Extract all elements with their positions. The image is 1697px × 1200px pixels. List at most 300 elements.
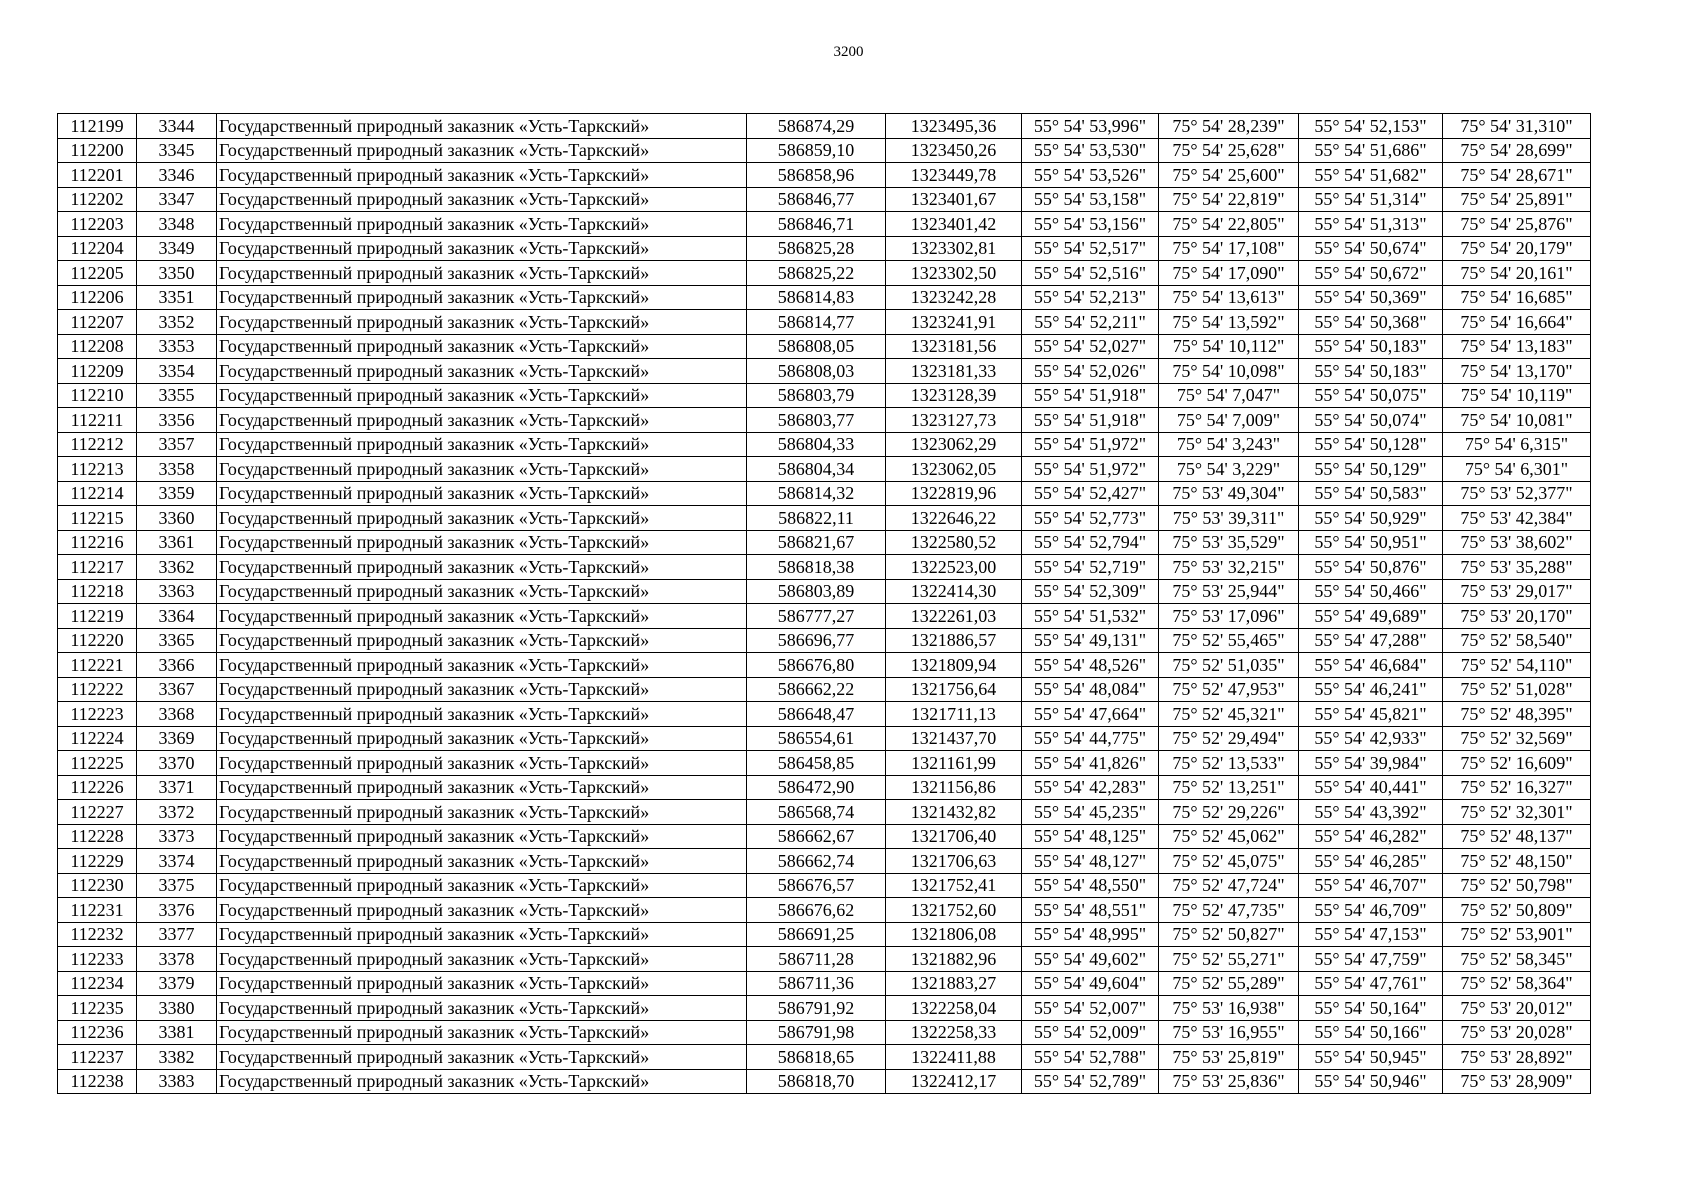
- table-row: [58, 359, 1591, 384]
- table-row: [58, 432, 1591, 457]
- object-name-cell: Государственный природный заказник «Усть-Таркский»: [217, 579, 747, 604]
- longitude-alt-cell: 75° 52' 48,137": [1443, 824, 1591, 849]
- latitude-cell: 55° 54' 53,158": [1022, 187, 1159, 212]
- y-coordinate-cell: 1322258,04: [886, 996, 1022, 1021]
- longitude-alt-cell: 75° 52' 51,028": [1443, 677, 1591, 702]
- object-name-cell: Государственный природный заказник «Усть-Таркский»: [217, 138, 747, 163]
- y-coordinate-cell: 1323242,28: [886, 285, 1022, 310]
- x-coordinate-cell: 586676,62: [747, 898, 886, 923]
- row-id-cell: 112205: [58, 261, 137, 286]
- latitude-alt-cell: 55° 54' 50,674": [1299, 236, 1443, 261]
- row-id-cell: 112215: [58, 506, 137, 531]
- y-coordinate-cell: 1322261,03: [886, 604, 1022, 629]
- y-coordinate-cell: 1321437,70: [886, 726, 1022, 751]
- longitude-cell: 75° 52' 45,321": [1159, 702, 1299, 727]
- latitude-cell: 55° 54' 53,530": [1022, 138, 1159, 163]
- object-name-cell: Государственный природный заказник «Усть-Таркский»: [217, 261, 747, 286]
- object-name-cell: Государственный природный заказник «Усть-Таркский»: [217, 726, 747, 751]
- longitude-cell: 75° 52' 47,735": [1159, 898, 1299, 923]
- object-name-cell: Государственный природный заказник «Усть-Таркский»: [217, 604, 747, 629]
- table-row: [58, 1045, 1591, 1070]
- point-number-cell: 3377: [137, 922, 217, 947]
- x-coordinate-cell: 586822,11: [747, 506, 886, 531]
- object-name-cell: Государственный природный заказник «Усть-Таркский»: [217, 1020, 747, 1045]
- longitude-alt-cell: 75° 52' 32,569": [1443, 726, 1591, 751]
- object-name-cell: Государственный природный заказник «Усть-Таркский»: [217, 751, 747, 776]
- row-id-cell: 112213: [58, 457, 137, 482]
- longitude-cell: 75° 52' 13,251": [1159, 775, 1299, 800]
- point-number-cell: 3361: [137, 530, 217, 555]
- latitude-alt-cell: 55° 54' 46,282": [1299, 824, 1443, 849]
- latitude-cell: 55° 54' 52,788": [1022, 1045, 1159, 1070]
- table-row: [58, 555, 1591, 580]
- table-row: [58, 800, 1591, 825]
- y-coordinate-cell: 1323401,42: [886, 212, 1022, 237]
- y-coordinate-cell: 1323450,26: [886, 138, 1022, 163]
- latitude-cell: 55° 54' 51,972": [1022, 432, 1159, 457]
- longitude-cell: 75° 54' 7,047": [1159, 383, 1299, 408]
- point-number-cell: 3346: [137, 163, 217, 188]
- longitude-alt-cell: 75° 52' 54,110": [1443, 653, 1591, 678]
- table-row: [58, 604, 1591, 629]
- row-id-cell: 112229: [58, 849, 137, 874]
- y-coordinate-cell: 1323449,78: [886, 163, 1022, 188]
- longitude-alt-cell: 75° 53' 20,012": [1443, 996, 1591, 1021]
- longitude-alt-cell: 75° 54' 25,876": [1443, 212, 1591, 237]
- y-coordinate-cell: 1321886,57: [886, 628, 1022, 653]
- longitude-cell: 75° 54' 25,628": [1159, 138, 1299, 163]
- point-number-cell: 3354: [137, 359, 217, 384]
- table-row: [58, 457, 1591, 482]
- x-coordinate-cell: 586458,85: [747, 751, 886, 776]
- y-coordinate-cell: 1321752,41: [886, 873, 1022, 898]
- object-name-cell: Государственный природный заказник «Усть-Таркский»: [217, 163, 747, 188]
- latitude-cell: 55° 54' 53,996": [1022, 114, 1159, 139]
- x-coordinate-cell: 586554,61: [747, 726, 886, 751]
- longitude-alt-cell: 75° 52' 32,301": [1443, 800, 1591, 825]
- latitude-cell: 55° 54' 51,918": [1022, 408, 1159, 433]
- latitude-cell: 55° 54' 48,127": [1022, 849, 1159, 874]
- x-coordinate-cell: 586662,74: [747, 849, 886, 874]
- latitude-cell: 55° 54' 44,775": [1022, 726, 1159, 751]
- x-coordinate-cell: 586814,83: [747, 285, 886, 310]
- x-coordinate-cell: 586858,96: [747, 163, 886, 188]
- latitude-cell: 55° 54' 53,156": [1022, 212, 1159, 237]
- table-row: [58, 775, 1591, 800]
- latitude-cell: 55° 54' 53,526": [1022, 163, 1159, 188]
- longitude-cell: 75° 54' 3,243": [1159, 432, 1299, 457]
- row-id-cell: 112232: [58, 922, 137, 947]
- y-coordinate-cell: 1322411,88: [886, 1045, 1022, 1070]
- longitude-alt-cell: 75° 53' 29,017": [1443, 579, 1591, 604]
- row-id-cell: 112236: [58, 1020, 137, 1045]
- table-row: [58, 261, 1591, 286]
- latitude-alt-cell: 55° 54' 50,945": [1299, 1045, 1443, 1070]
- y-coordinate-cell: 1321752,60: [886, 898, 1022, 923]
- latitude-alt-cell: 55° 54' 50,183": [1299, 334, 1443, 359]
- x-coordinate-cell: 586818,38: [747, 555, 886, 580]
- y-coordinate-cell: 1323181,56: [886, 334, 1022, 359]
- object-name-cell: Государственный природный заказник «Усть-Таркский»: [217, 971, 747, 996]
- point-number-cell: 3351: [137, 285, 217, 310]
- object-name-cell: Государственный природный заказник «Усть-Таркский»: [217, 922, 747, 947]
- longitude-alt-cell: 75° 53' 28,909": [1443, 1069, 1591, 1094]
- object-name-cell: Государственный природный заказник «Усть-Таркский»: [217, 408, 747, 433]
- row-id-cell: 112208: [58, 334, 137, 359]
- longitude-cell: 75° 54' 13,613": [1159, 285, 1299, 310]
- latitude-alt-cell: 55° 54' 51,314": [1299, 187, 1443, 212]
- latitude-alt-cell: 55° 54' 47,759": [1299, 947, 1443, 972]
- table-row: [58, 506, 1591, 531]
- latitude-cell: 55° 54' 52,211": [1022, 310, 1159, 335]
- object-name-cell: Государственный природный заказник «Усть-Таркский»: [217, 310, 747, 335]
- x-coordinate-cell: 586791,98: [747, 1020, 886, 1045]
- object-name-cell: Государственный природный заказник «Усть-Таркский»: [217, 212, 747, 237]
- latitude-cell: 55° 54' 48,526": [1022, 653, 1159, 678]
- row-id-cell: 112214: [58, 481, 137, 506]
- longitude-alt-cell: 75° 53' 35,288": [1443, 555, 1591, 580]
- table-row: [58, 383, 1591, 408]
- x-coordinate-cell: 586821,67: [747, 530, 886, 555]
- object-name-cell: Государственный природный заказник «Усть-Таркский»: [217, 530, 747, 555]
- latitude-alt-cell: 55° 54' 51,682": [1299, 163, 1443, 188]
- longitude-cell: 75° 54' 22,805": [1159, 212, 1299, 237]
- object-name-cell: Государственный природный заказник «Усть-Таркский»: [217, 702, 747, 727]
- table-row: [58, 212, 1591, 237]
- object-name-cell: Государственный природный заказник «Усть-Таркский»: [217, 800, 747, 825]
- point-number-cell: 3367: [137, 677, 217, 702]
- table-row: [58, 873, 1591, 898]
- point-number-cell: 3374: [137, 849, 217, 874]
- table-row: [58, 1020, 1591, 1045]
- y-coordinate-cell: 1323302,81: [886, 236, 1022, 261]
- longitude-cell: 75° 54' 10,098": [1159, 359, 1299, 384]
- point-number-cell: 3371: [137, 775, 217, 800]
- latitude-cell: 55° 54' 52,026": [1022, 359, 1159, 384]
- row-id-cell: 112224: [58, 726, 137, 751]
- latitude-cell: 55° 54' 45,235": [1022, 800, 1159, 825]
- x-coordinate-cell: 586818,65: [747, 1045, 886, 1070]
- latitude-alt-cell: 55° 54' 50,075": [1299, 383, 1443, 408]
- longitude-alt-cell: 75° 54' 10,081": [1443, 408, 1591, 433]
- latitude-cell: 55° 54' 49,131": [1022, 628, 1159, 653]
- x-coordinate-cell: 586814,77: [747, 310, 886, 335]
- table-row: [58, 187, 1591, 212]
- table-body: [58, 114, 1591, 1094]
- table-row: [58, 726, 1591, 751]
- latitude-cell: 55° 54' 48,084": [1022, 677, 1159, 702]
- x-coordinate-cell: 586859,10: [747, 138, 886, 163]
- latitude-alt-cell: 55° 54' 49,689": [1299, 604, 1443, 629]
- object-name-cell: Государственный природный заказник «Усть-Таркский»: [217, 432, 747, 457]
- object-name-cell: Государственный природный заказник «Усть-Таркский»: [217, 677, 747, 702]
- longitude-alt-cell: 75° 53' 28,892": [1443, 1045, 1591, 1070]
- latitude-alt-cell: 55° 54' 46,709": [1299, 898, 1443, 923]
- latitude-cell: 55° 54' 52,516": [1022, 261, 1159, 286]
- latitude-cell: 55° 54' 42,283": [1022, 775, 1159, 800]
- latitude-alt-cell: 55° 54' 52,153": [1299, 114, 1443, 139]
- x-coordinate-cell: 586711,36: [747, 971, 886, 996]
- point-number-cell: 3357: [137, 432, 217, 457]
- latitude-alt-cell: 55° 54' 42,933": [1299, 726, 1443, 751]
- longitude-alt-cell: 75° 52' 16,609": [1443, 751, 1591, 776]
- latitude-cell: 55° 54' 52,427": [1022, 481, 1159, 506]
- table-row: [58, 677, 1591, 702]
- object-name-cell: Государственный природный заказник «Усть-Таркский»: [217, 775, 747, 800]
- table-row: [58, 898, 1591, 923]
- object-name-cell: Государственный природный заказник «Усть-Таркский»: [217, 285, 747, 310]
- latitude-alt-cell: 55° 54' 50,946": [1299, 1069, 1443, 1094]
- longitude-alt-cell: 75° 54' 13,183": [1443, 334, 1591, 359]
- longitude-alt-cell: 75° 52' 48,150": [1443, 849, 1591, 874]
- latitude-alt-cell: 55° 54' 46,241": [1299, 677, 1443, 702]
- row-id-cell: 112220: [58, 628, 137, 653]
- y-coordinate-cell: 1323062,05: [886, 457, 1022, 482]
- point-number-cell: 3382: [137, 1045, 217, 1070]
- latitude-cell: 55° 54' 52,794": [1022, 530, 1159, 555]
- longitude-cell: 75° 53' 25,836": [1159, 1069, 1299, 1094]
- longitude-alt-cell: 75° 54' 25,891": [1443, 187, 1591, 212]
- longitude-cell: 75° 54' 28,239": [1159, 114, 1299, 139]
- object-name-cell: Государственный природный заказник «Усть-Таркский»: [217, 898, 747, 923]
- longitude-cell: 75° 54' 17,090": [1159, 261, 1299, 286]
- longitude-alt-cell: 75° 53' 20,170": [1443, 604, 1591, 629]
- y-coordinate-cell: 1323495,36: [886, 114, 1022, 139]
- x-coordinate-cell: 586803,89: [747, 579, 886, 604]
- y-coordinate-cell: 1322258,33: [886, 1020, 1022, 1045]
- y-coordinate-cell: 1323181,33: [886, 359, 1022, 384]
- latitude-cell: 55° 54' 47,664": [1022, 702, 1159, 727]
- longitude-alt-cell: 75° 52' 50,798": [1443, 873, 1591, 898]
- longitude-cell: 75° 53' 16,938": [1159, 996, 1299, 1021]
- point-number-cell: 3381: [137, 1020, 217, 1045]
- latitude-cell: 55° 54' 51,918": [1022, 383, 1159, 408]
- y-coordinate-cell: 1323127,73: [886, 408, 1022, 433]
- x-coordinate-cell: 586777,27: [747, 604, 886, 629]
- object-name-cell: Государственный природный заказник «Усть-Таркский»: [217, 555, 747, 580]
- x-coordinate-cell: 586472,90: [747, 775, 886, 800]
- table-row: [58, 751, 1591, 776]
- point-number-cell: 3363: [137, 579, 217, 604]
- row-id-cell: 112238: [58, 1069, 137, 1094]
- x-coordinate-cell: 586662,67: [747, 824, 886, 849]
- row-id-cell: 112217: [58, 555, 137, 580]
- latitude-cell: 55° 54' 52,213": [1022, 285, 1159, 310]
- y-coordinate-cell: 1323062,29: [886, 432, 1022, 457]
- y-coordinate-cell: 1322414,30: [886, 579, 1022, 604]
- object-name-cell: Государственный природный заказник «Усть-Таркский»: [217, 383, 747, 408]
- longitude-alt-cell: 75° 54' 6,301": [1443, 457, 1591, 482]
- latitude-alt-cell: 55° 54' 50,929": [1299, 506, 1443, 531]
- latitude-cell: 55° 54' 48,550": [1022, 873, 1159, 898]
- longitude-cell: 75° 54' 17,108": [1159, 236, 1299, 261]
- latitude-alt-cell: 55° 54' 50,183": [1299, 359, 1443, 384]
- x-coordinate-cell: 586676,80: [747, 653, 886, 678]
- longitude-alt-cell: 75° 54' 28,699": [1443, 138, 1591, 163]
- latitude-alt-cell: 55° 54' 47,153": [1299, 922, 1443, 947]
- latitude-alt-cell: 55° 54' 50,128": [1299, 432, 1443, 457]
- point-number-cell: 3379: [137, 971, 217, 996]
- object-name-cell: Государственный природный заказник «Усть-Таркский»: [217, 481, 747, 506]
- longitude-alt-cell: 75° 53' 38,602": [1443, 530, 1591, 555]
- y-coordinate-cell: 1321156,86: [886, 775, 1022, 800]
- latitude-alt-cell: 55° 54' 50,583": [1299, 481, 1443, 506]
- longitude-alt-cell: 75° 54' 13,170": [1443, 359, 1591, 384]
- object-name-cell: Государственный природный заказник «Усть-Таркский»: [217, 114, 747, 139]
- longitude-cell: 75° 54' 25,600": [1159, 163, 1299, 188]
- latitude-cell: 55° 54' 51,532": [1022, 604, 1159, 629]
- point-number-cell: 3378: [137, 947, 217, 972]
- longitude-cell: 75° 54' 13,592": [1159, 310, 1299, 335]
- row-id-cell: 112230: [58, 873, 137, 898]
- longitude-cell: 75° 52' 29,494": [1159, 726, 1299, 751]
- latitude-alt-cell: 55° 54' 50,368": [1299, 310, 1443, 335]
- row-id-cell: 112202: [58, 187, 137, 212]
- latitude-alt-cell: 55° 54' 50,876": [1299, 555, 1443, 580]
- latitude-alt-cell: 55° 54' 50,166": [1299, 1020, 1443, 1045]
- latitude-alt-cell: 55° 54' 50,074": [1299, 408, 1443, 433]
- x-coordinate-cell: 586711,28: [747, 947, 886, 972]
- point-number-cell: 3380: [137, 996, 217, 1021]
- y-coordinate-cell: 1321806,08: [886, 922, 1022, 947]
- point-number-cell: 3372: [137, 800, 217, 825]
- longitude-cell: 75° 52' 50,827": [1159, 922, 1299, 947]
- y-coordinate-cell: 1321706,40: [886, 824, 1022, 849]
- latitude-alt-cell: 55° 54' 46,707": [1299, 873, 1443, 898]
- latitude-cell: 55° 54' 52,027": [1022, 334, 1159, 359]
- object-name-cell: Государственный природный заказник «Усть-Таркский»: [217, 873, 747, 898]
- point-number-cell: 3362: [137, 555, 217, 580]
- x-coordinate-cell: 586874,29: [747, 114, 886, 139]
- latitude-alt-cell: 55° 54' 46,684": [1299, 653, 1443, 678]
- longitude-cell: 75° 54' 10,112": [1159, 334, 1299, 359]
- x-coordinate-cell: 586648,47: [747, 702, 886, 727]
- longitude-alt-cell: 75° 52' 53,901": [1443, 922, 1591, 947]
- coordinates-table: [57, 113, 1591, 1094]
- x-coordinate-cell: 586662,22: [747, 677, 886, 702]
- longitude-alt-cell: 75° 54' 10,119": [1443, 383, 1591, 408]
- longitude-alt-cell: 75° 52' 16,327": [1443, 775, 1591, 800]
- table-row: [58, 530, 1591, 555]
- longitude-cell: 75° 54' 22,819": [1159, 187, 1299, 212]
- x-coordinate-cell: 586676,57: [747, 873, 886, 898]
- latitude-alt-cell: 55° 54' 50,164": [1299, 996, 1443, 1021]
- y-coordinate-cell: 1321161,99: [886, 751, 1022, 776]
- row-id-cell: 112231: [58, 898, 137, 923]
- point-number-cell: 3364: [137, 604, 217, 629]
- row-id-cell: 112234: [58, 971, 137, 996]
- row-id-cell: 112207: [58, 310, 137, 335]
- point-number-cell: 3344: [137, 114, 217, 139]
- y-coordinate-cell: 1323401,67: [886, 187, 1022, 212]
- row-id-cell: 112222: [58, 677, 137, 702]
- row-id-cell: 112218: [58, 579, 137, 604]
- longitude-alt-cell: 75° 54' 20,179": [1443, 236, 1591, 261]
- x-coordinate-cell: 586808,05: [747, 334, 886, 359]
- object-name-cell: Государственный природный заказник «Усть-Таркский»: [217, 359, 747, 384]
- row-id-cell: 112200: [58, 138, 137, 163]
- longitude-cell: 75° 52' 55,289": [1159, 971, 1299, 996]
- longitude-cell: 75° 53' 35,529": [1159, 530, 1299, 555]
- latitude-cell: 55° 54' 52,009": [1022, 1020, 1159, 1045]
- table-row: [58, 702, 1591, 727]
- point-number-cell: 3358: [137, 457, 217, 482]
- table-row: [58, 922, 1591, 947]
- row-id-cell: 112226: [58, 775, 137, 800]
- x-coordinate-cell: 586825,28: [747, 236, 886, 261]
- table-row: [58, 849, 1591, 874]
- longitude-alt-cell: 75° 54' 16,664": [1443, 310, 1591, 335]
- longitude-cell: 75° 52' 47,953": [1159, 677, 1299, 702]
- object-name-cell: Государственный природный заказник «Усть-Таркский»: [217, 1045, 747, 1070]
- y-coordinate-cell: 1322523,00: [886, 555, 1022, 580]
- latitude-alt-cell: 55° 54' 46,285": [1299, 849, 1443, 874]
- table-row: [58, 236, 1591, 261]
- longitude-cell: 75° 53' 17,096": [1159, 604, 1299, 629]
- latitude-cell: 55° 54' 49,604": [1022, 971, 1159, 996]
- row-id-cell: 112211: [58, 408, 137, 433]
- table-row: [58, 824, 1591, 849]
- object-name-cell: Государственный природный заказник «Усть-Таркский»: [217, 824, 747, 849]
- table-row: [58, 653, 1591, 678]
- object-name-cell: Государственный природный заказник «Усть-Таркский»: [217, 653, 747, 678]
- table-row: [58, 138, 1591, 163]
- row-id-cell: 112235: [58, 996, 137, 1021]
- y-coordinate-cell: 1321706,63: [886, 849, 1022, 874]
- longitude-cell: 75° 54' 7,009": [1159, 408, 1299, 433]
- longitude-alt-cell: 75° 54' 16,685": [1443, 285, 1591, 310]
- longitude-alt-cell: 75° 53' 20,028": [1443, 1020, 1591, 1045]
- longitude-cell: 75° 53' 49,304": [1159, 481, 1299, 506]
- latitude-cell: 55° 54' 52,309": [1022, 579, 1159, 604]
- object-name-cell: Государственный природный заказник «Усть-Таркский»: [217, 947, 747, 972]
- y-coordinate-cell: 1323302,50: [886, 261, 1022, 286]
- point-number-cell: 3373: [137, 824, 217, 849]
- x-coordinate-cell: 586691,25: [747, 922, 886, 947]
- point-number-cell: 3347: [137, 187, 217, 212]
- latitude-alt-cell: 55° 54' 50,672": [1299, 261, 1443, 286]
- table-row: [58, 1069, 1591, 1094]
- longitude-alt-cell: 75° 54' 20,161": [1443, 261, 1591, 286]
- latitude-alt-cell: 55° 54' 50,951": [1299, 530, 1443, 555]
- point-number-cell: 3350: [137, 261, 217, 286]
- row-id-cell: 112233: [58, 947, 137, 972]
- x-coordinate-cell: 586568,74: [747, 800, 886, 825]
- point-number-cell: 3348: [137, 212, 217, 237]
- y-coordinate-cell: 1321432,82: [886, 800, 1022, 825]
- table-row: [58, 334, 1591, 359]
- longitude-cell: 75° 52' 47,724": [1159, 873, 1299, 898]
- row-id-cell: 112203: [58, 212, 137, 237]
- row-id-cell: 112223: [58, 702, 137, 727]
- longitude-cell: 75° 53' 32,215": [1159, 555, 1299, 580]
- point-number-cell: 3359: [137, 481, 217, 506]
- longitude-cell: 75° 53' 25,819": [1159, 1045, 1299, 1070]
- x-coordinate-cell: 586696,77: [747, 628, 886, 653]
- longitude-cell: 75° 53' 39,311": [1159, 506, 1299, 531]
- table-row: [58, 481, 1591, 506]
- table-row: [58, 408, 1591, 433]
- longitude-alt-cell: 75° 52' 50,809": [1443, 898, 1591, 923]
- row-id-cell: 112212: [58, 432, 137, 457]
- x-coordinate-cell: 586825,22: [747, 261, 886, 286]
- row-id-cell: 112204: [58, 236, 137, 261]
- longitude-alt-cell: 75° 52' 58,364": [1443, 971, 1591, 996]
- object-name-cell: Государственный природный заказник «Усть-Таркский»: [217, 996, 747, 1021]
- point-number-cell: 3366: [137, 653, 217, 678]
- table-row: [58, 971, 1591, 996]
- table-row: [58, 163, 1591, 188]
